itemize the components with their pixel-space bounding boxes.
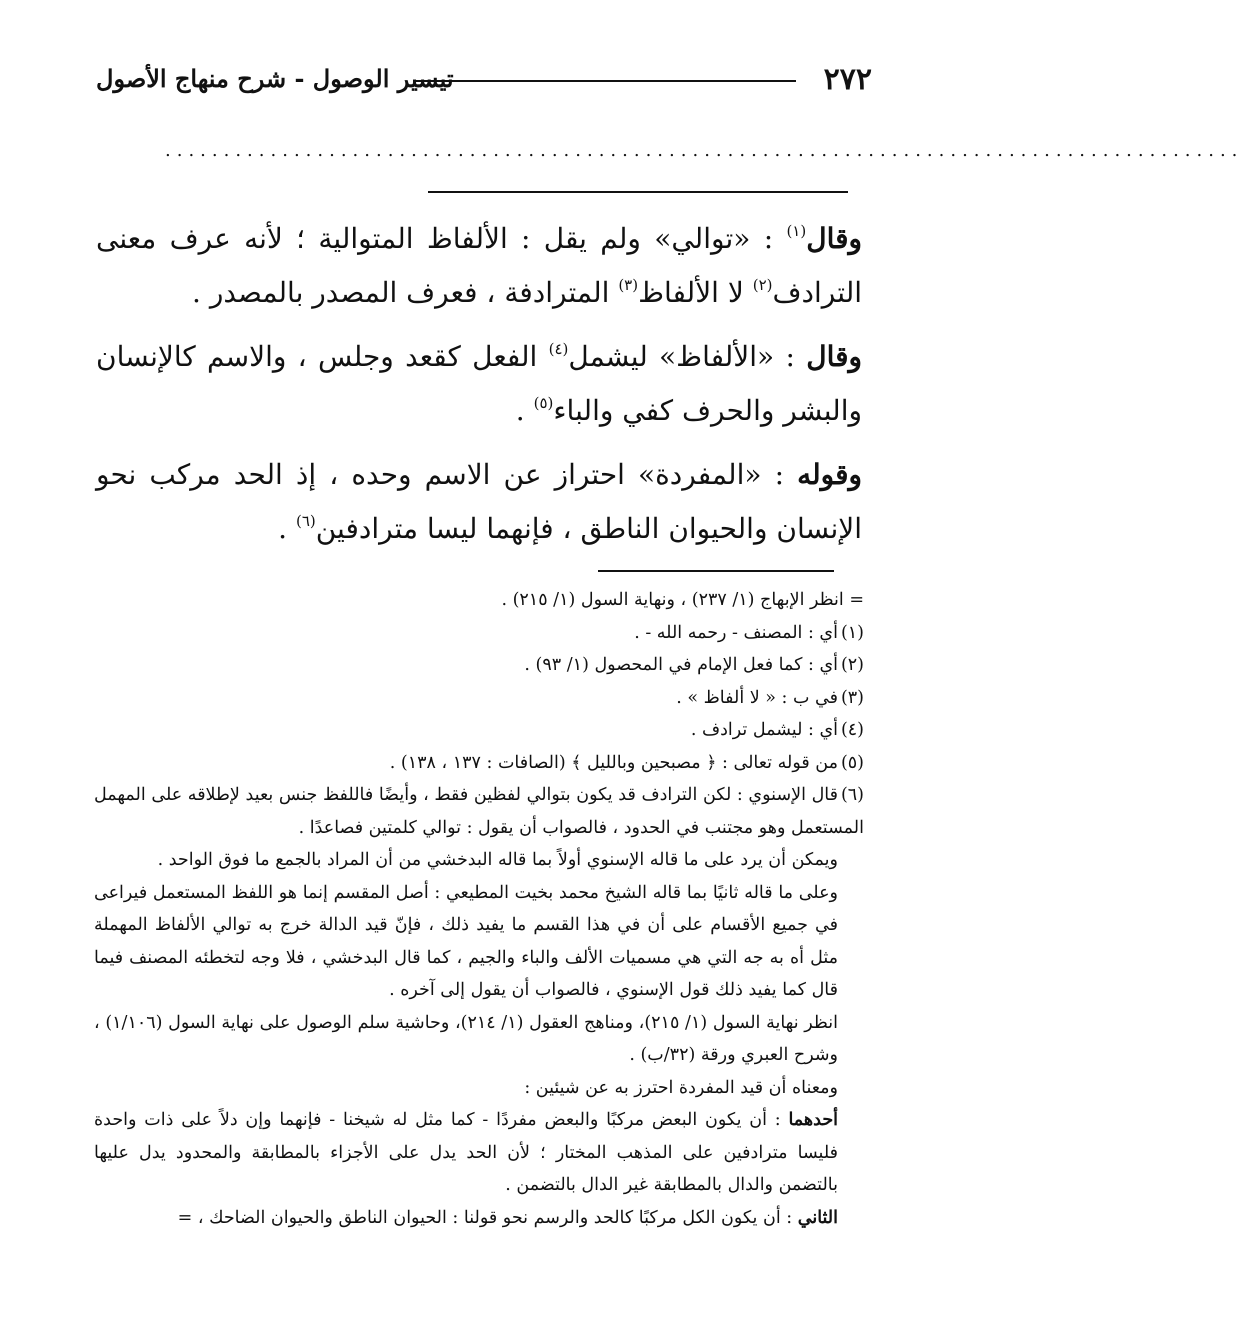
main-paragraph-3 [96,448,862,556]
section-rule [428,191,848,193]
ellipsis-dots: ............................................................................................ [165,140,1243,161]
main-paragraph-1 [96,212,862,320]
footnote-text: قال الإسنوي : لكن الترادف قد يكون بتوالي لفظين فقط ، وأيضًا فاللفظ جنس بعيد لإطلاقه على المهمل المستعمل وهو مجتنب في الحدود ، فالصواب أن يقول : توالي كلمتين فصاعدًا . [94,785,864,838]
footnotes [94,584,864,1234]
paragraph-lead: وقال [806,340,862,373]
footnote-ref[interactable]: (١) [786,222,807,240]
paragraph-text: . [515,394,534,427]
footnote-6-para-a: ويمكن أن يرد على ما قاله الإسنوي أولاً بما قاله البدخشي من أن المراد بالجمع ما فوق الواحد . [157,850,838,870]
footnote-ref[interactable]: (٦) [295,512,316,530]
footnote-number: (١) [840,622,864,643]
footnote-separator [598,570,834,572]
footnote-text: أي : ليشمل ترادف . [690,720,838,740]
footnote-6-para-b: وعلى ما قاله ثانيًا بما قاله الشيخ محمد بخيت المطيعي : أصل المقسم إنما هو اللفظ المستعمل فيراعى في جميع الأقسام على أن في هذا القسم ما يفيد ذلك ، فإنّ قيد الدالة خرج به توالي الألفاظ المهملة مثل أه به جه التي هي مسميات الألف والباء والجيم ، كما قال البدخشي ، فلا وجه لتخطئه المصنف فيما قال كما يفيد ذلك قول الإسنوي ، فالصواب أن يقول إلى آخره . [94,882,838,1000]
paragraph-lead: وقال [806,222,862,255]
paragraph-text: . [278,512,296,545]
footnote-number: (٥) [840,752,864,773]
paragraph-lead: وقوله [797,458,862,491]
footnote-4 [94,714,864,747]
footnote-text: من قوله تعالى : ﴿ مصبحين وبالليل ﴾ (الصافات : ١٣٧ ، ١٣٨) . [389,752,838,773]
paragraph-text: : «توالي» ولم يقل : الألفاظ المتوالية ؛ لأنه عرف معنى الترادف [96,222,862,309]
footnote-3 [94,682,864,715]
main-paragraph-2 [96,330,862,438]
footnote-6-para-f [94,1202,864,1235]
page-header [96,58,876,108]
paragraph-text: : «المفردة» احتراز عن الاسم وحده ، إذ الحد مركب نحو الإنسان والحيوان الناطق ، فإنهما ليسا مترادفين [96,458,862,545]
footnote-continuation: = انظر الإبهاج (١/ ٢٣٧) ، ونهاية السول (١/ ٢١٥) . [501,590,864,610]
main-text [96,212,862,566]
paragraph-text: المترادفة ، فعرف المصدر بالمصدر . [192,276,619,309]
paragraph-text: لا الألفاظ [638,276,753,309]
footnote-5 [94,747,864,780]
footnote-number: (٦) [840,785,864,805]
footnote-1 [94,617,864,650]
footnote-lead: أحدهما [788,1110,838,1130]
book-title: تيسير الوصول - شرح منهاج الأصول [96,64,454,93]
footnote-text: في ب : « لا ألفاظ » . [676,687,838,708]
footnote-ref[interactable]: (٣) [618,276,639,294]
header-rule [414,80,796,82]
footnote-text: أي : كما فعل الإمام في المحصول (١/ ٩٣) . [524,655,838,675]
footnote-text: : أن يكون البعض مركبًا والبعض مفردًا - كما مثل له شيخنا - فإنهما وإن دلاً على ذات واحدة فليسا مترادفين على المذهب المختار ؛ لأن الحد يدل على الأجزاء بالمطابقة والمحدود يدل عليها بالتضمن والدال بالمطابقة غير الدال بالتضمن . [94,1110,838,1195]
paragraph-text: الفعل كقعد وجلس ، والاسم كالإنسان والبشر والحرف كفي والباء [96,340,862,427]
footnote-text: أي : المصنف - رحمه الله - . [634,622,838,643]
footnote-6 [94,779,864,844]
footnote-ref[interactable]: (٤) [548,340,569,358]
footnote-lead: الثاني [797,1207,838,1228]
page-number: ٢٧٢ [823,62,872,97]
footnote-6-para-c: انظر نهاية السول (١/ ٢١٥)، ومناهج العقول (١/ ٢١٤)، وحاشية سلم الوصول على نهاية السول (١/١٠٦) ، وشرح العبري ورقة (٣٢/ب) . [94,1012,839,1065]
footnote-2 [94,649,864,682]
footnote-number: (٢) [840,655,864,675]
footnote-text: : أن يكون الكل مركبًا كالحد والرسم نحو قولنا : الحيوان الناطق والحيوان الضاحك ، = [177,1207,798,1228]
paragraph-text: : «الألفاظ» ليشمل [568,340,807,373]
footnote-6-para-d: ومعناه أن قيد المفردة احترز به عن شيئين : [524,1077,838,1098]
footnote-number: (٣) [840,687,864,708]
footnote-ref[interactable]: (٢) [752,276,773,294]
footnote-6-para-e [94,1104,864,1202]
footnote-number: (٤) [840,720,864,740]
footnote-ref[interactable]: (٥) [533,394,554,412]
